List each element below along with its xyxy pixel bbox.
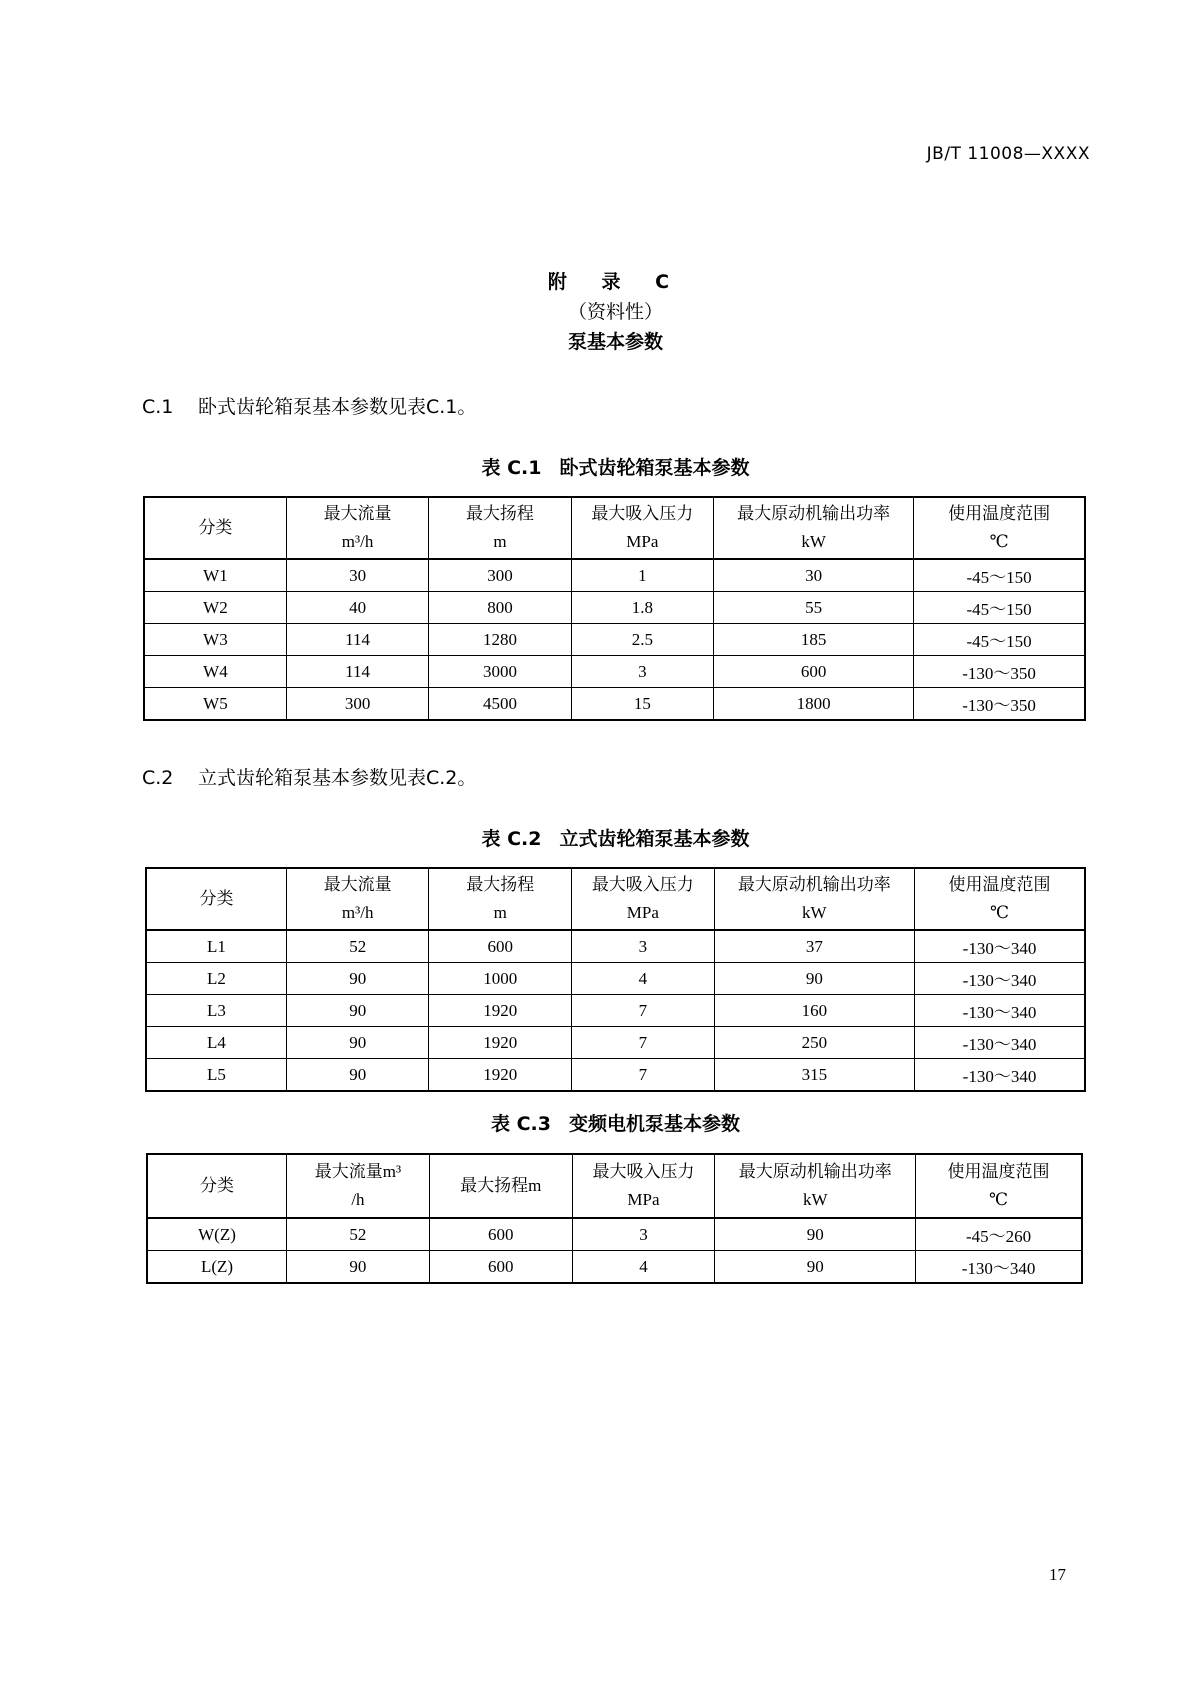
table-cell: 185 [714, 624, 914, 656]
table-cell: -45～150 [914, 624, 1085, 656]
column-header [286, 497, 428, 559]
table-row [147, 1218, 1082, 1251]
column-header [429, 868, 572, 930]
clause-c2 [142, 763, 476, 790]
table-row [144, 592, 1085, 624]
table-cell: 1920 [429, 1027, 572, 1059]
table-cell: 7 [572, 1059, 715, 1092]
table-cell: 3 [572, 1218, 715, 1251]
column-header-line: MPa [626, 903, 659, 922]
column-header-line: kW [801, 532, 826, 551]
table-cell: 15 [571, 688, 713, 721]
table-cell: L4 [146, 1027, 286, 1059]
column-header [572, 868, 715, 930]
table-cell: 114 [286, 624, 428, 656]
column-header-line: 最大流量 [323, 504, 392, 523]
table-cell: 1 [571, 559, 713, 592]
column-header [714, 497, 914, 559]
column-header-line: 使用温度范围 [947, 1162, 1050, 1181]
table-cell: 3 [572, 930, 715, 963]
column-header-line: 使用温度范围 [948, 875, 1051, 894]
column-header-line: 最大原动机输出功率 [737, 504, 891, 523]
column-header-line: m [493, 903, 507, 922]
table-cell: 40 [286, 592, 428, 624]
table-row [144, 624, 1085, 656]
table-cell: 250 [714, 1027, 914, 1059]
table-row [144, 559, 1085, 592]
table-cell: L1 [146, 930, 286, 963]
table-cell: 30 [286, 559, 428, 592]
column-header-line: 最大流量m³ [314, 1162, 402, 1181]
column-header-line: 最大吸入压力 [591, 875, 694, 894]
appendix-name: 泵基本参数 [567, 331, 663, 353]
table-caption-number: 表 C.3 [490, 1113, 551, 1135]
column-header-line: ℃ [990, 903, 1010, 922]
table-c1 [143, 496, 1086, 721]
table-cell: W5 [144, 688, 286, 721]
column-header-line: 最大扬程m [460, 1176, 542, 1195]
column-header-line: 最大吸入压力 [591, 504, 694, 523]
table-caption-number: 表 C.2 [481, 828, 542, 850]
column-header [572, 1154, 715, 1218]
column-header [147, 1154, 287, 1218]
column-header [429, 1154, 572, 1218]
table-cell: -130～350 [914, 688, 1085, 721]
table-cell: W1 [144, 559, 286, 592]
table-cell: 90 [715, 1251, 916, 1284]
column-header-line: 最大原动机输出功率 [737, 875, 891, 894]
column-header [914, 497, 1085, 559]
table-row [147, 1251, 1082, 1284]
table-header-row [144, 497, 1085, 559]
table-cell: 300 [286, 688, 428, 721]
table-cell: 1.8 [571, 592, 713, 624]
clause-number: C.1 [142, 396, 174, 418]
table-cell: W2 [144, 592, 286, 624]
table-row [144, 688, 1085, 721]
table-c3 [146, 1153, 1083, 1284]
table-cell: L5 [146, 1059, 286, 1092]
column-header [144, 497, 286, 559]
table-header-row [147, 1154, 1082, 1218]
table-cell: -130～350 [914, 656, 1085, 688]
table-row [146, 1027, 1085, 1059]
column-header-line: /h [351, 1190, 365, 1209]
column-header [715, 1154, 916, 1218]
table-cell: -45～260 [916, 1218, 1082, 1251]
table-cell: 600 [429, 1251, 572, 1284]
table-cell: L3 [146, 995, 286, 1027]
table-cell: 800 [429, 592, 571, 624]
column-header [286, 868, 429, 930]
table-cell: -130～340 [915, 1027, 1085, 1059]
table-cell: -130～340 [915, 1059, 1085, 1092]
table-cell: 1000 [429, 963, 572, 995]
table-cell: 4500 [429, 688, 571, 721]
page-number: 17 [1049, 1565, 1066, 1584]
table-cell: 90 [714, 963, 914, 995]
table-cell: -45～150 [914, 559, 1085, 592]
table-cell: 90 [715, 1218, 916, 1251]
table-caption-text: 卧式齿轮箱泵基本参数 [559, 457, 750, 479]
column-header-line: kW [802, 903, 827, 922]
table-cell: -130～340 [916, 1251, 1082, 1284]
column-header-line: MPa [626, 532, 659, 551]
clause-text: 卧式齿轮箱泵基本参数见表C.1。 [198, 396, 477, 418]
table-cell: 1280 [429, 624, 571, 656]
table-cell: 37 [714, 930, 914, 963]
table-cell: -130～340 [915, 963, 1085, 995]
column-header [571, 497, 713, 559]
column-header-line: 分类 [199, 889, 234, 908]
table-cell: 315 [714, 1059, 914, 1092]
table-cell: L2 [146, 963, 286, 995]
appendix-title: 附 录 C [547, 271, 684, 293]
table-cell: 1920 [429, 1059, 572, 1092]
table-row [146, 930, 1085, 963]
column-header [429, 497, 571, 559]
column-header [287, 1154, 430, 1218]
column-header-line: kW [802, 1190, 828, 1209]
table-row [146, 963, 1085, 995]
column-header-line: 最大吸入压力 [592, 1162, 695, 1181]
table-cell: -130～340 [915, 995, 1085, 1027]
column-header-line: 最大扬程 [466, 875, 535, 894]
appendix-subtitle: （资料性） [567, 301, 663, 323]
table-cell: W4 [144, 656, 286, 688]
column-header-line: 最大流量 [323, 875, 392, 894]
table-cell: L(Z) [147, 1251, 287, 1284]
column-header-line: m [493, 532, 507, 551]
table-cell: W3 [144, 624, 286, 656]
table-caption-text: 立式齿轮箱泵基本参数 [559, 828, 750, 850]
table-row [146, 1059, 1085, 1092]
column-header-line: m³/h [341, 532, 374, 551]
table-cell: 7 [572, 995, 715, 1027]
clause-text: 立式齿轮箱泵基本参数见表C.2。 [198, 767, 477, 789]
table-header-row [146, 868, 1085, 930]
column-header [146, 868, 286, 930]
table-cell: 160 [714, 995, 914, 1027]
column-header-line: MPa [627, 1190, 660, 1209]
table-cell: 300 [429, 559, 571, 592]
column-header [915, 868, 1085, 930]
column-header-line: ℃ [989, 532, 1009, 551]
table-cell: 600 [714, 656, 914, 688]
table-cell: 3000 [429, 656, 571, 688]
column-header [714, 868, 914, 930]
table-cell: 2.5 [571, 624, 713, 656]
table-cell: 90 [286, 995, 429, 1027]
table-caption-text: 变频电机泵基本参数 [568, 1113, 740, 1135]
table-cell: 30 [714, 559, 914, 592]
column-header-line: 最大原动机输出功率 [738, 1162, 892, 1181]
table-c2 [145, 867, 1086, 1092]
table-caption-number: 表 C.1 [481, 457, 542, 479]
table-cell: 90 [286, 1027, 429, 1059]
column-header [916, 1154, 1082, 1218]
table-cell: 52 [287, 1218, 430, 1251]
table-caption-c3 [0, 1109, 1200, 1136]
column-header-line: 最大扬程 [465, 504, 534, 523]
column-header-line: m³/h [341, 903, 374, 922]
table-cell: 600 [429, 1218, 572, 1251]
table-cell: -130～340 [915, 930, 1085, 963]
table-cell: -45～150 [914, 592, 1085, 624]
column-header-line: 分类 [198, 518, 233, 537]
column-header-line: ℃ [989, 1190, 1009, 1209]
table-cell: 600 [429, 930, 572, 963]
clause-c1 [142, 392, 476, 419]
table-cell: 1920 [429, 995, 572, 1027]
table-row [144, 656, 1085, 688]
table-row [146, 995, 1085, 1027]
table-cell: 114 [286, 656, 428, 688]
table-caption-c1 [0, 453, 1200, 480]
table-cell: 4 [572, 1251, 715, 1284]
table-caption-c2 [0, 824, 1200, 851]
column-header-line: 使用温度范围 [948, 504, 1051, 523]
standard-code: JB/T 11008—XXXX [926, 144, 1090, 164]
table-cell: 90 [286, 963, 429, 995]
table-cell: 7 [572, 1027, 715, 1059]
table-cell: 4 [572, 963, 715, 995]
table-cell: 90 [286, 1059, 429, 1092]
table-cell: 1800 [714, 688, 914, 721]
clause-number: C.2 [142, 767, 174, 789]
table-cell: 3 [571, 656, 713, 688]
table-cell: 52 [286, 930, 429, 963]
table-cell: W(Z) [147, 1218, 287, 1251]
table-cell: 90 [287, 1251, 430, 1284]
table-cell: 55 [714, 592, 914, 624]
column-header-line: 分类 [200, 1176, 235, 1195]
